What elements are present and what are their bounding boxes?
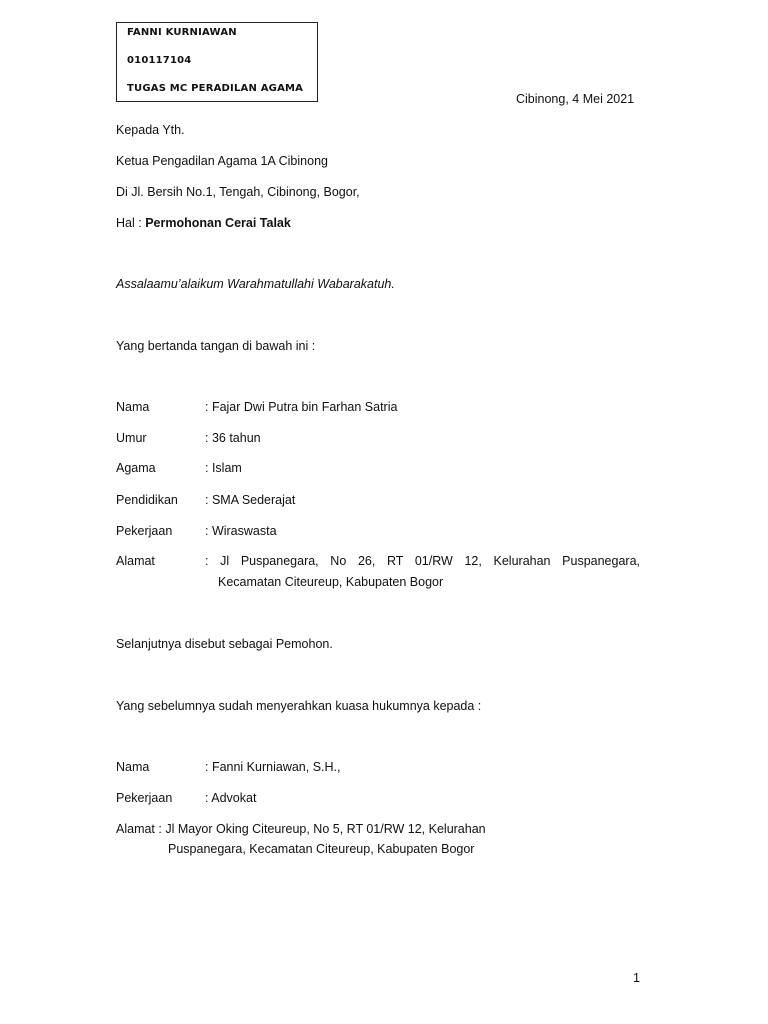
greeting: Assalaamu’alaikum Warahmatullahi Wabarakatuh. — [116, 277, 395, 291]
applicant-name: : Fajar Dwi Putra bin Farhan Satria — [205, 400, 398, 414]
applicant-address-label: Alamat — [116, 554, 155, 568]
place-date: Cibinong, 4 Mei 2021 — [516, 92, 635, 106]
applicant-age-label: Umur — [116, 431, 147, 445]
assignment-title: TUGAS MC PERADILAN AGAMA — [127, 83, 304, 94]
applicant-address-line2: Kecamatan Citeureup, Kabupaten Bogor — [218, 575, 444, 589]
intro-text: Yang bertanda tangan di bawah ini : — [116, 339, 316, 353]
applicant-job: : Wiraswasta — [205, 524, 277, 538]
applicant-education: : SMA Sederajat — [205, 493, 296, 507]
student-number: 010117104 — [127, 55, 192, 66]
applicant-education-label: Pendidikan — [116, 493, 178, 507]
applicant-religion-label: Agama — [116, 461, 156, 475]
subject-label: Hal : — [116, 216, 146, 230]
applicant-name-label: Nama — [116, 400, 150, 414]
attorney-name-label: Nama — [116, 760, 150, 774]
student-name: FANNI KURNIAWAN — [127, 27, 237, 38]
attorney-name: : Fanni Kurniawan, S.H., — [205, 760, 341, 774]
student-id-box — [116, 22, 318, 102]
subject-line — [116, 216, 291, 230]
to-line: Kepada Yth. — [116, 123, 185, 137]
recipient: Ketua Pengadilan Agama 1A Cibinong — [116, 154, 328, 168]
attorney-address-line1: Alamat : Jl Mayor Oking Citeureup, No 5, RT 01/RW 12, Kelurahan — [116, 822, 486, 836]
recipient-address: Di Jl. Bersih No.1, Tengah, Cibinong, Bogor, — [116, 185, 360, 199]
attorney-job: : Advokat — [205, 791, 257, 805]
attorney-job-label: Pekerjaan — [116, 791, 173, 805]
subject-text: Permohonan Cerai Talak — [145, 216, 291, 230]
applicant-religion: : Islam — [205, 461, 242, 475]
applicant-job-label: Pekerjaan — [116, 524, 173, 538]
attorney-address-line2: Puspanegara, Kecamatan Citeureup, Kabupaten Bogor — [168, 842, 475, 856]
designation-text: Selanjutnya disebut sebagai Pemohon. — [116, 637, 333, 651]
power-of-attorney-text: Yang sebelumnya sudah menyerahkan kuasa hukumnya kepada : — [116, 699, 482, 713]
page-number: 1 — [633, 971, 640, 985]
applicant-age: : 36 tahun — [205, 431, 261, 445]
applicant-address-line1: : Jl Puspanegara, No 26, RT 01/RW 12, Kelurahan Puspanegara, — [205, 554, 640, 568]
